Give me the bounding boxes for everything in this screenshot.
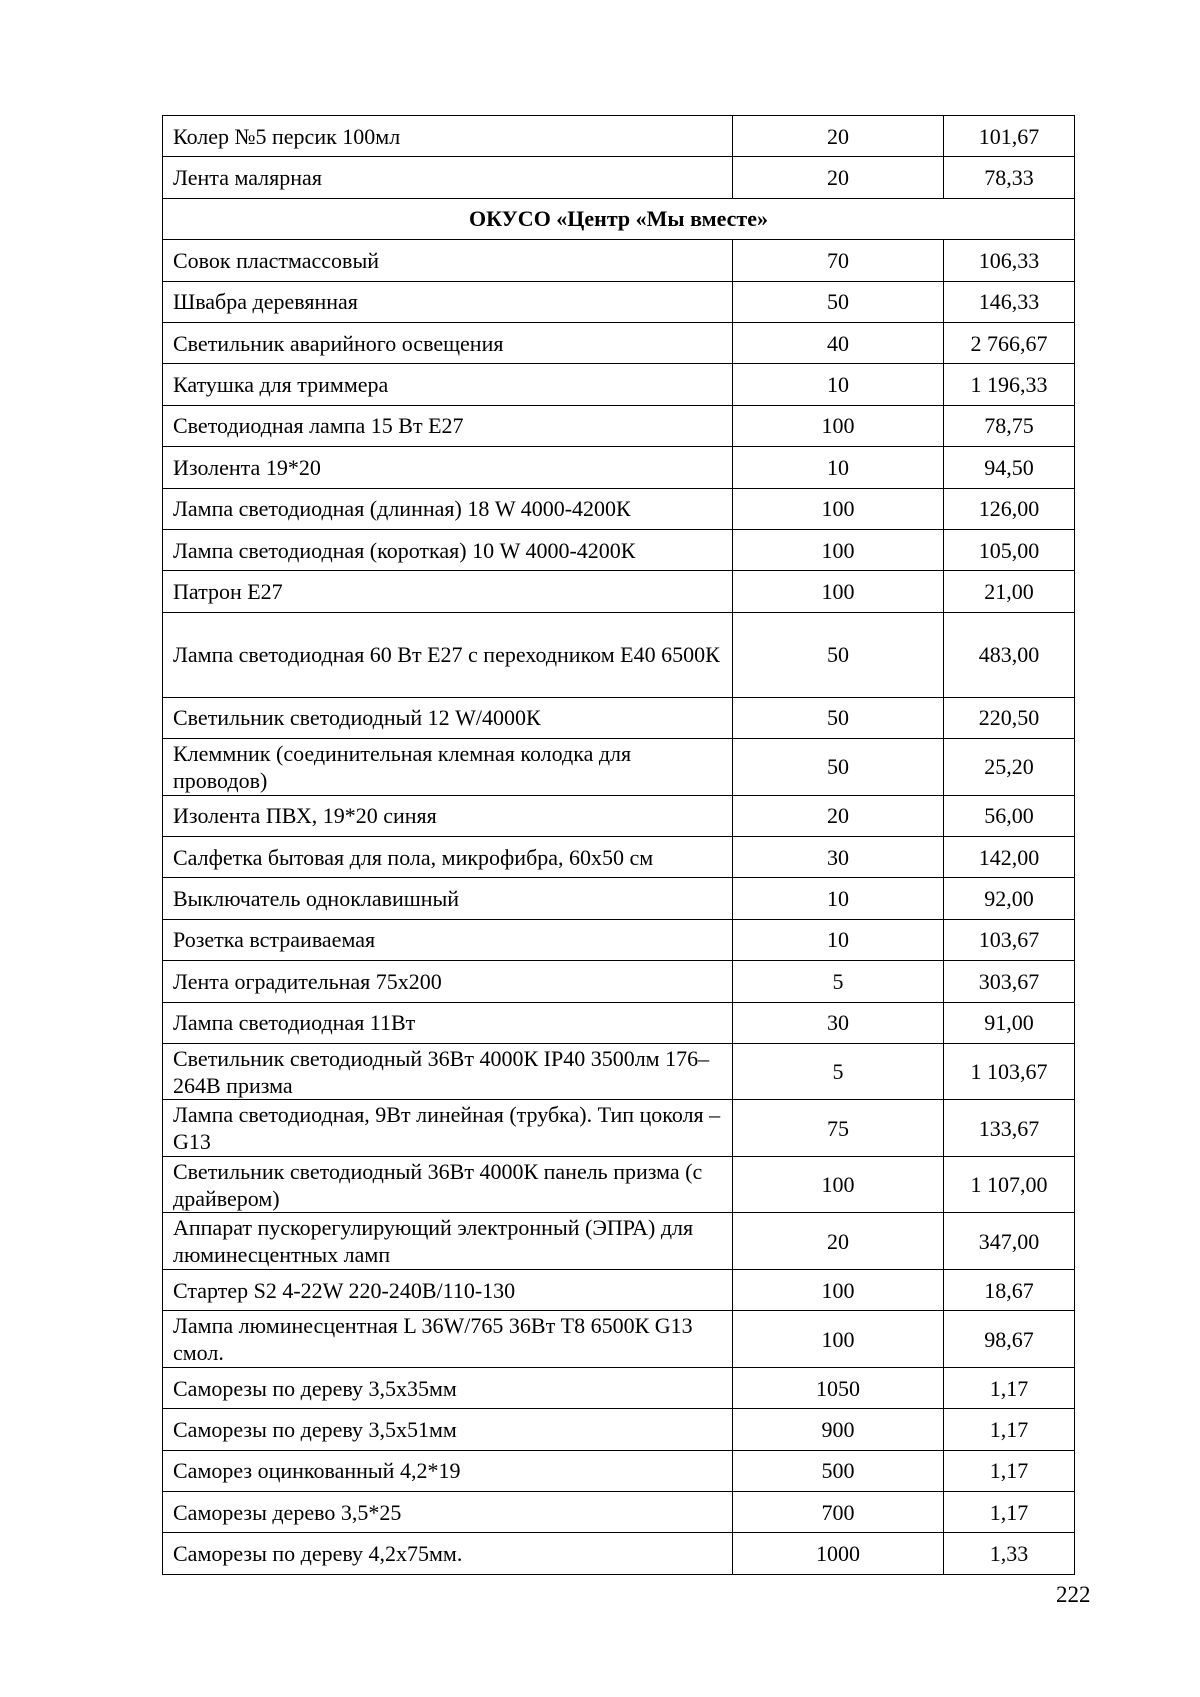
price-cell: 25,20 [944,739,1075,796]
quantity-cell: 20 [733,795,944,836]
quantity-cell: 10 [733,919,944,960]
table-row [163,240,1075,281]
quantity-cell: 50 [733,281,944,322]
price-cell: 1 196,33 [944,364,1075,405]
table-row [163,1156,1075,1213]
table-row [163,1409,1075,1450]
price-cell: 347,00 [944,1213,1075,1270]
item-name-cell: Лента оградительная 75х200 [163,961,733,1002]
item-name-cell: Совок пластмассовый [163,240,733,281]
quantity-cell: 5 [733,1043,944,1100]
table-row [163,919,1075,960]
item-name-cell: Саморез оцинкованный 4,2*19 [163,1450,733,1491]
page-number: 222 [1056,1582,1091,1607]
table-row [163,1450,1075,1491]
quantity-cell: 10 [733,878,944,919]
table-row [163,1367,1075,1408]
table-row [163,1311,1075,1368]
table-row [163,529,1075,570]
table-row [163,322,1075,363]
price-cell: 92,00 [944,878,1075,919]
item-name-cell: Светильник светодиодный 36Вт 4000К панель призма (с драйвером) [163,1156,733,1213]
table-row [163,571,1075,612]
item-name-cell: Саморезы по дереву 3,5х35мм [163,1367,733,1408]
price-cell: 483,00 [944,612,1075,697]
item-name-cell: Лампа светодиодная (длинная) 18 W 4000-4200К [163,488,733,529]
quantity-cell: 75 [733,1100,944,1157]
item-name-cell: Лампа люминесцентная L 36W/765 36Вт Т8 6500К G13 смол. [163,1311,733,1368]
item-name-cell: Колер №5 персик 100мл [163,116,733,157]
table-row [163,612,1075,697]
table-row [163,1491,1075,1532]
quantity-cell: 100 [733,1269,944,1310]
price-cell: 1,33 [944,1533,1075,1574]
quantity-cell: 5 [733,961,944,1002]
price-table [162,115,1075,1575]
price-cell: 21,00 [944,571,1075,612]
price-cell: 106,33 [944,240,1075,281]
quantity-cell: 100 [733,1156,944,1213]
price-cell: 103,67 [944,919,1075,960]
price-cell: 91,00 [944,1002,1075,1043]
price-cell: 303,67 [944,961,1075,1002]
quantity-cell: 20 [733,157,944,198]
item-name-cell: Розетка встраиваемая [163,919,733,960]
price-cell: 94,50 [944,447,1075,488]
section-title: ОКУСО «Центр «Мы вместе» [163,198,1075,239]
price-cell: 78,75 [944,405,1075,446]
quantity-cell: 10 [733,364,944,405]
price-cell: 220,50 [944,697,1075,738]
table-row [163,1213,1075,1270]
quantity-cell: 100 [733,488,944,529]
item-name-cell: Саморезы дерево 3,5*25 [163,1491,733,1532]
price-cell: 142,00 [944,836,1075,877]
table-row [163,281,1075,322]
item-name-cell: Изолента 19*20 [163,447,733,488]
table-row [163,1002,1075,1043]
price-cell: 98,67 [944,1311,1075,1368]
item-name-cell: Светильник светодиодный 36Вт 4000К IP40 3500лм 176–264В призма [163,1043,733,1100]
item-name-cell: Швабра деревянная [163,281,733,322]
table-row [163,697,1075,738]
item-name-cell: Светодиодная лампа 15 Вт Е27 [163,405,733,446]
price-cell: 101,67 [944,116,1075,157]
table-row [163,1043,1075,1100]
table-row [163,1269,1075,1310]
item-name-cell: Светильник аварийного освещения [163,322,733,363]
table-row [163,1533,1075,1574]
item-name-cell: Лампа светодиодная (короткая) 10 W 4000-4200К [163,529,733,570]
item-name-cell: Изолента ПВХ, 19*20 синяя [163,795,733,836]
item-name-cell: Аппарат пускорегулирующий электронный (ЭПРА) для люминесцентных ламп [163,1213,733,1270]
table-row [163,1100,1075,1157]
price-cell: 1,17 [944,1409,1075,1450]
quantity-cell: 100 [733,1311,944,1368]
table-row [163,961,1075,1002]
price-table-body [163,116,1075,1575]
quantity-cell: 700 [733,1491,944,1532]
item-name-cell: Салфетка бытовая для пола, микрофибра, 60х50 см [163,836,733,877]
item-name-cell: Лента малярная [163,157,733,198]
price-cell: 133,67 [944,1100,1075,1157]
table-row [163,739,1075,796]
quantity-cell: 30 [733,1002,944,1043]
item-name-cell: Выключатель одноклавишный [163,878,733,919]
quantity-cell: 1000 [733,1533,944,1574]
quantity-cell: 20 [733,116,944,157]
table-row [163,836,1075,877]
quantity-cell: 50 [733,612,944,697]
price-cell: 78,33 [944,157,1075,198]
table-row [163,157,1075,198]
item-name-cell: Стартер S2 4-22W 220-240В/110-130 [163,1269,733,1310]
price-cell: 1,17 [944,1367,1075,1408]
quantity-cell: 10 [733,447,944,488]
item-name-cell: Катушка для триммера [163,364,733,405]
quantity-cell: 1050 [733,1367,944,1408]
quantity-cell: 100 [733,571,944,612]
quantity-cell: 30 [733,836,944,877]
price-cell: 126,00 [944,488,1075,529]
quantity-cell: 50 [733,697,944,738]
table-row [163,364,1075,405]
item-name-cell: Лампа светодиодная 11Вт [163,1002,733,1043]
table-row [163,488,1075,529]
table-row [163,795,1075,836]
price-cell: 1 107,00 [944,1156,1075,1213]
price-cell: 1,17 [944,1450,1075,1491]
quantity-cell: 500 [733,1450,944,1491]
price-cell: 105,00 [944,529,1075,570]
quantity-cell: 20 [733,1213,944,1270]
item-name-cell: Светильник светодиодный 12 W/4000К [163,697,733,738]
price-cell: 146,33 [944,281,1075,322]
table-row [163,116,1075,157]
item-name-cell: Саморезы по дереву 4,2х75мм. [163,1533,733,1574]
table-row [163,878,1075,919]
item-name-cell: Патрон Е27 [163,571,733,612]
table-row [163,405,1075,446]
quantity-cell: 100 [733,529,944,570]
quantity-cell: 50 [733,739,944,796]
price-cell: 2 766,67 [944,322,1075,363]
item-name-cell: Клеммник (соединительная клемная колодка для проводов) [163,739,733,796]
price-cell: 1 103,67 [944,1043,1075,1100]
section-header-row [163,198,1075,239]
quantity-cell: 900 [733,1409,944,1450]
price-cell: 1,17 [944,1491,1075,1532]
table-row [163,447,1075,488]
item-name-cell: Саморезы по дереву 3,5х51мм [163,1409,733,1450]
price-cell: 56,00 [944,795,1075,836]
quantity-cell: 70 [733,240,944,281]
quantity-cell: 100 [733,405,944,446]
price-cell: 18,67 [944,1269,1075,1310]
item-name-cell: Лампа светодиодная, 9Вт линейная (трубка). Тип цоколя –G13 [163,1100,733,1157]
item-name-cell: Лампа светодиодная 60 Вт Е27 с переходником Е40 6500К [163,612,733,697]
quantity-cell: 40 [733,322,944,363]
